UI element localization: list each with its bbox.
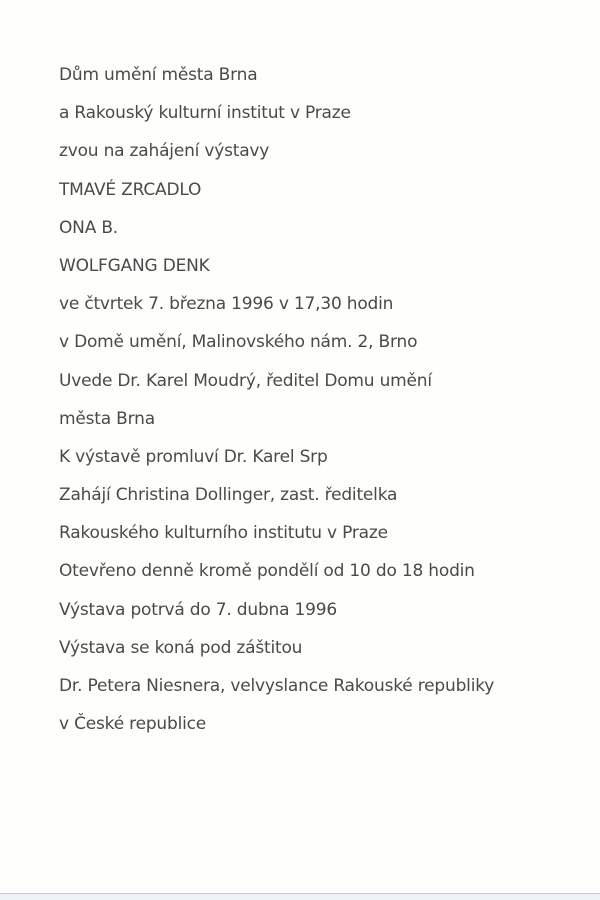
line-opened-by-cont: Rakouského kulturního institutu v Praze <box>59 523 388 544</box>
line-cohost: a Rakouský kulturní institut v Praze <box>59 103 351 124</box>
line-speaker: K výstavě promluví Dr. Karel Srp <box>59 446 328 467</box>
line-venue: v Domě umění, Malinovského nám. 2, Brno <box>59 332 418 353</box>
artist-2: WOLFGANG DENK <box>59 255 210 276</box>
exhibition-title: TMAVÉ ZRCADLO <box>59 179 202 200</box>
line-opening-hours: Otevřeno denně kromě pondělí od 10 do 18 hodin <box>59 561 475 582</box>
line-introduced-by: Uvede Dr. Karel Moudrý, ředitel Domu umění <box>59 370 432 391</box>
line-introduced-by-cont: města Brna <box>59 408 155 429</box>
line-date-time: ve čtvrtek 7. března 1996 v 17,30 hodin <box>59 294 394 315</box>
scan-background <box>0 894 600 900</box>
invitation-text <box>59 62 494 749</box>
line-patron: Dr. Petera Niesnera, velvyslance Rakouské republiky <box>59 676 495 696</box>
line-opened-by: Zahájí Christina Dollinger, zast. ředitelka <box>59 485 398 506</box>
line-patron-cont: v České republice <box>59 714 207 735</box>
line-duration: Výstava potrvá do 7. dubna 1996 <box>59 599 338 620</box>
line-invite: zvou na zahájení výstavy <box>59 141 270 162</box>
line-patronage: Výstava se koná pod záštitou <box>59 637 303 658</box>
line-host: Dům umění města Brna <box>59 65 258 85</box>
artist-1: ONA B. <box>59 217 118 238</box>
